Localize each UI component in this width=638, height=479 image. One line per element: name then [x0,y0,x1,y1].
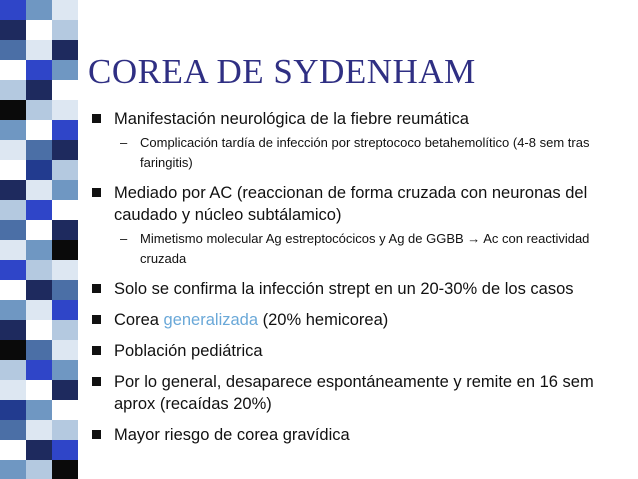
mosaic-tile [52,280,78,300]
mosaic-tile [52,400,78,420]
bullet-text-part: Corea [114,311,164,329]
mosaic-tile [26,20,52,40]
mosaic-tile [0,0,26,20]
bullet-text: Manifestación neurológica de la fiebre reumática [114,110,469,128]
mosaic-tile [52,220,78,240]
mosaic-tile [0,340,26,360]
mosaic-tile [52,100,78,120]
mosaic-tile [0,220,26,240]
mosaic-tile [0,260,26,280]
bullet-text [114,309,622,331]
square-bullet-icon [92,430,101,439]
sub-bullet-text: Complicación tardía de infección por streptococo betahemolítico (4-8 sem tras faringitis) [140,135,590,170]
mosaic-tile [0,460,26,479]
bullet-text: Mayor riesgo de corea gravídica [114,426,350,444]
square-bullet-icon [92,114,101,123]
mosaic-tile [0,300,26,320]
mosaic-tile [26,400,52,420]
bullet-text: Mediado por AC (reaccionan de forma cruzada con neuronas del caudado y núcleo subtálamico) [114,184,588,224]
bullet-item [92,340,622,362]
mosaic-tile [52,360,78,380]
mosaic-tile [26,40,52,60]
mosaic-tile [26,180,52,200]
bullet-text: Solo se confirma la infección strept en un 20-30% de los casos [114,280,574,298]
mosaic-tile [52,340,78,360]
mosaic-tile [0,400,26,420]
mosaic-tile [52,160,78,180]
slide-title: COREA DE SYDENHAM [88,52,476,91]
dash-bullet-icon: – [120,231,128,246]
mosaic-tile [26,320,52,340]
mosaic-tile [0,240,26,260]
mosaic-tile [0,380,26,400]
bullet-item [92,278,622,300]
square-bullet-icon [92,377,101,386]
mosaic-tile [52,260,78,280]
mosaic-tile [26,460,52,479]
bullet-item [92,371,622,415]
bullet-item [92,108,622,173]
mosaic-tile [52,420,78,440]
mosaic-tile [52,300,78,320]
sub-bullet-item [120,229,622,269]
bullet-item [92,424,622,446]
dash-bullet-icon: – [120,135,128,150]
mosaic-tile [52,60,78,80]
bullet-text: Población pediátrica [114,342,263,360]
mosaic-tile [0,420,26,440]
mosaic-tile [26,120,52,140]
mosaic-tile [0,320,26,340]
square-bullet-icon [92,346,101,355]
mosaic-tile [26,80,52,100]
square-bullet-icon [92,315,101,324]
bullet-text: Por lo general, desaparece espontáneamente y remite en 16 sem aprox (recaídas 20%) [114,373,594,413]
mosaic-tile [52,20,78,40]
bullet-item [92,309,622,331]
mosaic-tile [26,60,52,80]
decorative-mosaic [0,0,78,479]
mosaic-tile [52,440,78,460]
mosaic-tile [0,440,26,460]
bullet-text-part: (20% hemicorea) [258,311,389,329]
mosaic-tile [0,60,26,80]
mosaic-tile [26,360,52,380]
mosaic-tile [52,460,78,479]
mosaic-tile [52,380,78,400]
mosaic-tile [0,20,26,40]
mosaic-tile [52,0,78,20]
mosaic-tile [26,420,52,440]
mosaic-tile [26,200,52,220]
mosaic-tile [0,80,26,100]
mosaic-tile [26,240,52,260]
mosaic-tile [26,440,52,460]
mosaic-tile [26,300,52,320]
mosaic-tile [52,40,78,60]
mosaic-tile [0,280,26,300]
mosaic-tile [0,200,26,220]
square-bullet-icon [92,284,101,293]
sub-bullet-text: Mimetismo molecular Ag estreptocócicos y Ag de GGBB → Ac con reactividad cruzada [140,231,590,266]
mosaic-tile [26,220,52,240]
bullet-item [92,182,622,269]
mosaic-tile [52,200,78,220]
mosaic-tile [26,160,52,180]
mosaic-tile [26,100,52,120]
highlighted-word: generalizada [163,311,259,329]
mosaic-tile [52,120,78,140]
mosaic-tile [52,240,78,260]
mosaic-tile [52,320,78,340]
mosaic-tile [0,120,26,140]
mosaic-tile [26,340,52,360]
square-bullet-icon [92,188,101,197]
mosaic-tile [0,40,26,60]
mosaic-tile [26,280,52,300]
mosaic-tile [26,140,52,160]
mosaic-tile [52,140,78,160]
mosaic-tile [0,100,26,120]
mosaic-tile [26,380,52,400]
mosaic-tile [52,180,78,200]
slide-content [92,108,622,446]
mosaic-tile [0,180,26,200]
sub-bullet-item [120,133,622,173]
mosaic-tile [0,360,26,380]
mosaic-tile [26,260,52,280]
mosaic-tile [0,160,26,180]
mosaic-tile [52,80,78,100]
mosaic-tile [26,0,52,20]
mosaic-tile [0,140,26,160]
